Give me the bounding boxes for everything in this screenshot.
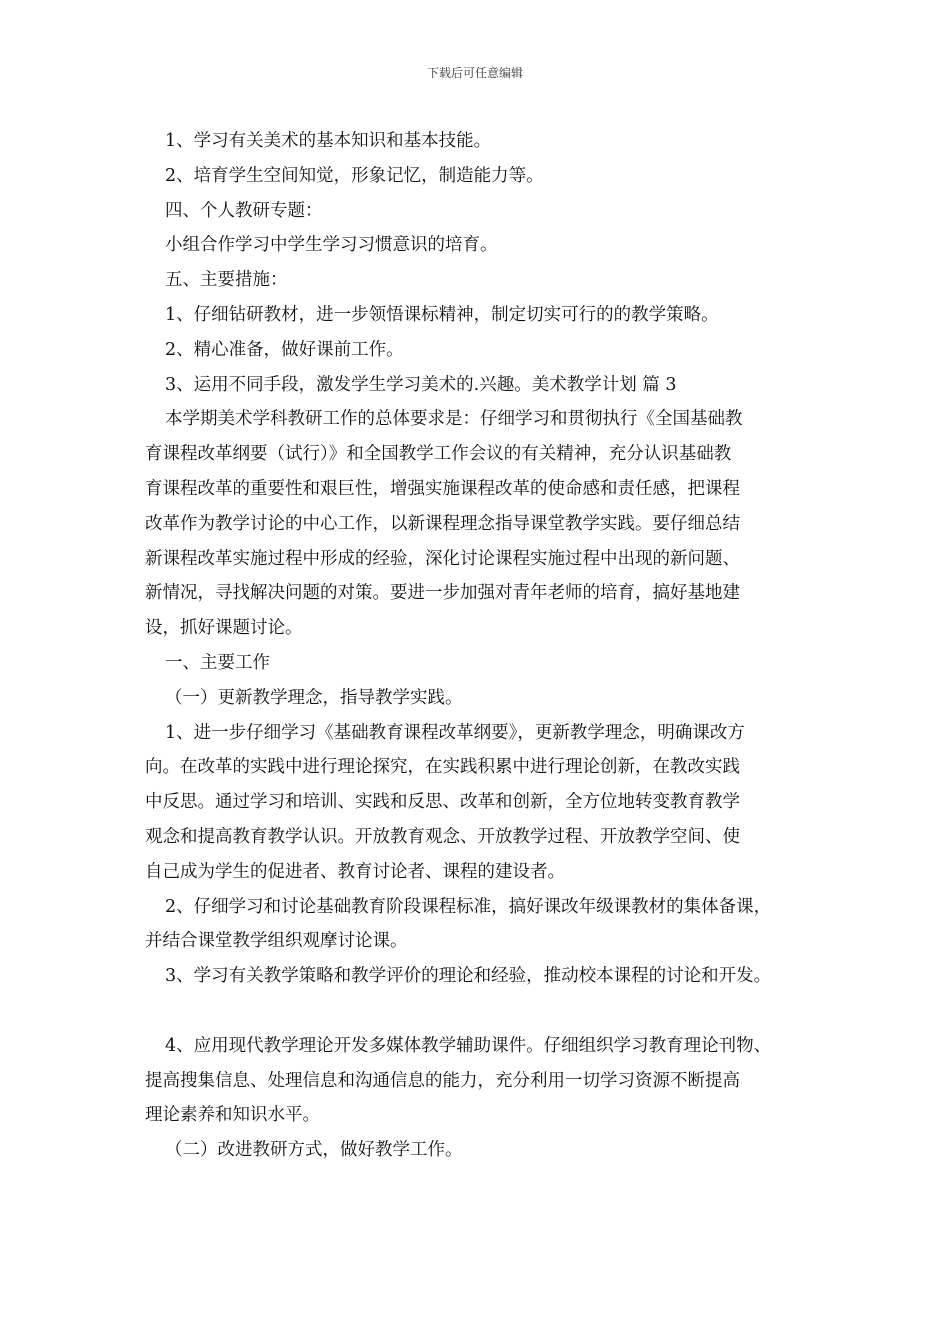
text-line: 设，抓好课题讨论。: [145, 618, 303, 639]
text-line: 育课程改革的重要性和艰巨性，增强实施课程改革的使命感和责任感，把课程: [145, 478, 740, 499]
text-line: 4、应用现代教学理论开发多媒体教学辅助课件。仔细组织学习教育理论刊物、: [165, 1035, 772, 1056]
subsection-heading: （一）更新教学理念，指导教学实践。: [165, 687, 463, 708]
text-line: 新情况，寻找解决问题的对策。要进一步加强对青年老师的培育，搞好基地建: [145, 583, 740, 604]
text-line: 2、精心准备，做好课前工作。: [165, 339, 404, 360]
text-line: 育课程改革纲要（试行）》和全国教学工作会议的有关精神，充分认识基础教: [145, 444, 732, 465]
text-line: 理论素养和知识水平。: [145, 1105, 320, 1126]
blank-line: [145, 994, 835, 1029]
text-line: 改革作为教学讨论的中心工作，以新课程理念指导课堂教学实践。要仔细总结: [145, 513, 740, 534]
text-line: 新课程改革实施过程中形成的经验，深化讨论课程实施过程中出现的新问题、: [145, 548, 740, 569]
text-line: 并结合课堂教学组织观摩讨论课。: [145, 931, 408, 952]
text-line: 1、进一步仔细学习《基础教育课程改革纲要》，更新教学理念，明确课改方: [165, 722, 745, 743]
text-line: 1、学习有关美术的基本知识和基本技能。: [165, 131, 492, 151]
text-line: 提高搜集信息、处理信息和沟通信息的能力，充分利用一切学习资源不断提高: [145, 1070, 740, 1091]
text-line: 中反思。通过学习和培训、实践和反思、改革和创新，全方位地转变教育教学: [145, 792, 740, 813]
section-heading: 五、主要措施：: [165, 270, 288, 291]
text-line: 3、运用不同手段，激发学生学习美术的.兴趣。美术教学计划 篇 3: [165, 374, 677, 395]
text-line: 观念和提高教育教学认识。开放教育观念、开放教学过程、开放教学空间、使: [145, 826, 740, 847]
section-heading: 一、主要工作: [165, 652, 270, 673]
text-line: 3、学习有关教学策略和教学评价的理论和经验，推动校本课程的讨论和开发。: [165, 966, 772, 987]
subsection-heading: （二）改进教研方式，做好教学工作。: [165, 1140, 463, 1161]
text-line: 2、仔细学习和讨论基础教育阶段课程标准，搞好课改年级课教材的集体备课，: [165, 896, 772, 917]
text-line: 本学期美术学科教研工作的总体要求是：仔细学习和贯彻执行《全国基础教: [165, 409, 743, 430]
text-line: 向。在改革的实践中进行理论探究，在实践积累中进行理论创新，在教改实践: [145, 757, 740, 778]
section-heading: 四、个人教研专题：: [165, 200, 323, 221]
page-header: 下载后可任意编辑: [426, 66, 523, 80]
text-line: 2、培育学生空间知觉，形象记忆，制造能力等。: [165, 165, 544, 186]
text-line: 1、仔细钻研教材，进一步领悟课标精神，制定切实可行的的教学策略。: [165, 304, 719, 325]
text-line: 小组合作学习中学生学习习惯意识的培育。: [165, 235, 498, 256]
text-line: 自己成为学生的促进者、教育讨论者、课程的建设者。: [145, 861, 565, 882]
document-body: [145, 124, 835, 1168]
